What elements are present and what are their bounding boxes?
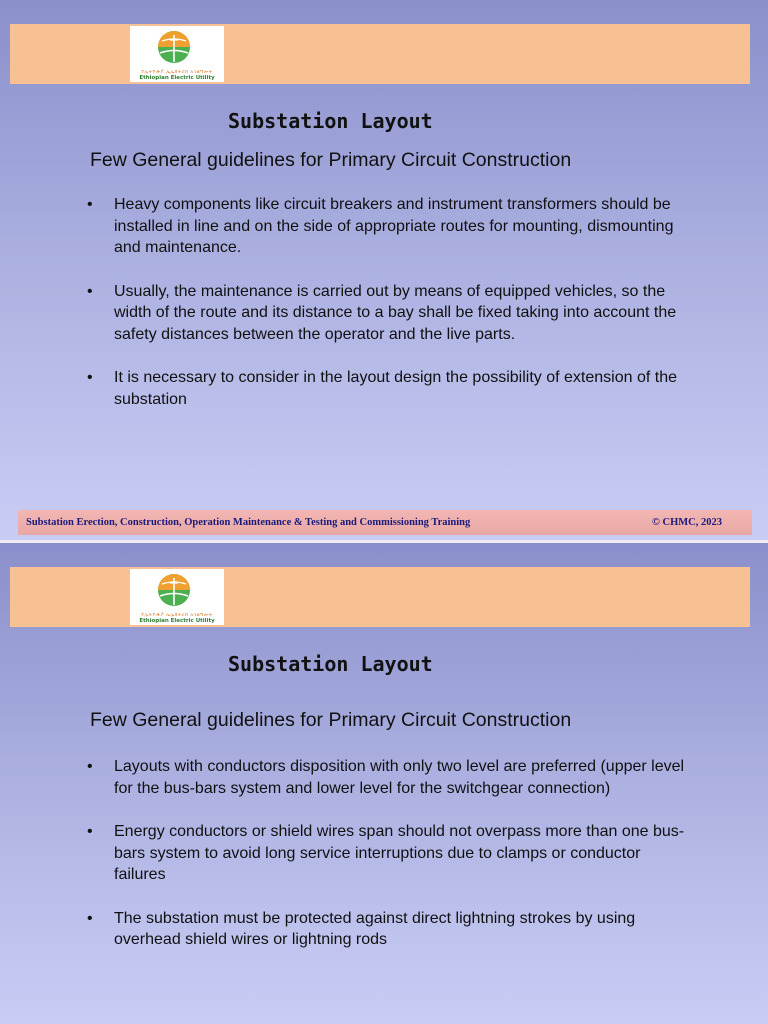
slide-subtitle: Few General guidelines for Primary Circuit Construction [90,709,572,731]
bullet-item: • It is necessary to consider in the layout design the possibility of extension of the substation [86,367,686,410]
slide-title: Substation Layout [228,109,433,133]
slide-subtitle: Few General guidelines for Primary Circuit Construction [90,149,572,171]
eeu-logo [130,26,224,82]
bullet-item: • Heavy components like circuit breakers and instrument transformers should be installed in line and on the side of appropriate routes for mounting, dismounting and maintenance. [86,194,686,259]
footer-copyright: © CHMC, 2023 [652,517,722,528]
slide-title: Substation Layout [228,652,433,676]
bullet-item: • Energy conductors or shield wires span should not overpass more than one bus-bars system to avoid long service interruptions due to clamps or conductor failures [86,821,686,886]
footer-course-title: Substation Erection, Construction, Operation Maintenance & Testing and Commissioning Training [26,517,471,528]
slide-header-band [10,24,750,84]
eeu-logo-icon [130,569,224,613]
eeu-logo-icon [130,26,224,70]
eeu-logo [130,569,224,625]
logo-amharic-text: የኢትዮጵያ ኤሌክትሪክ አገልግሎት [141,612,213,618]
logo-amharic-text: የኢትዮጵያ ኤሌክትሪክ አገልግሎት [141,69,213,75]
bullet-list [86,194,686,432]
slide-2 [0,543,768,1024]
bullet-item: • The substation must be protected against direct lightning strokes by using overhead shield wires or lightning rods [86,908,686,951]
logo-english-text: Ethiopian Electric Utility [139,618,215,624]
slide-header-band [10,567,750,627]
bullet-item: • Layouts with conductors disposition with only two level are preferred (upper level for the bus-bars system and lower level for the switchgear connection) [86,756,686,799]
bullet-list [86,756,686,973]
bullet-item: • Usually, the maintenance is carried out by means of equipped vehicles, so the width of the route and its distance to a bay shall be fixed taking into account the safety distances between the operator and the live parts. [86,281,686,346]
slide-footer [18,510,752,535]
logo-english-text: Ethiopian Electric Utility [139,75,215,81]
